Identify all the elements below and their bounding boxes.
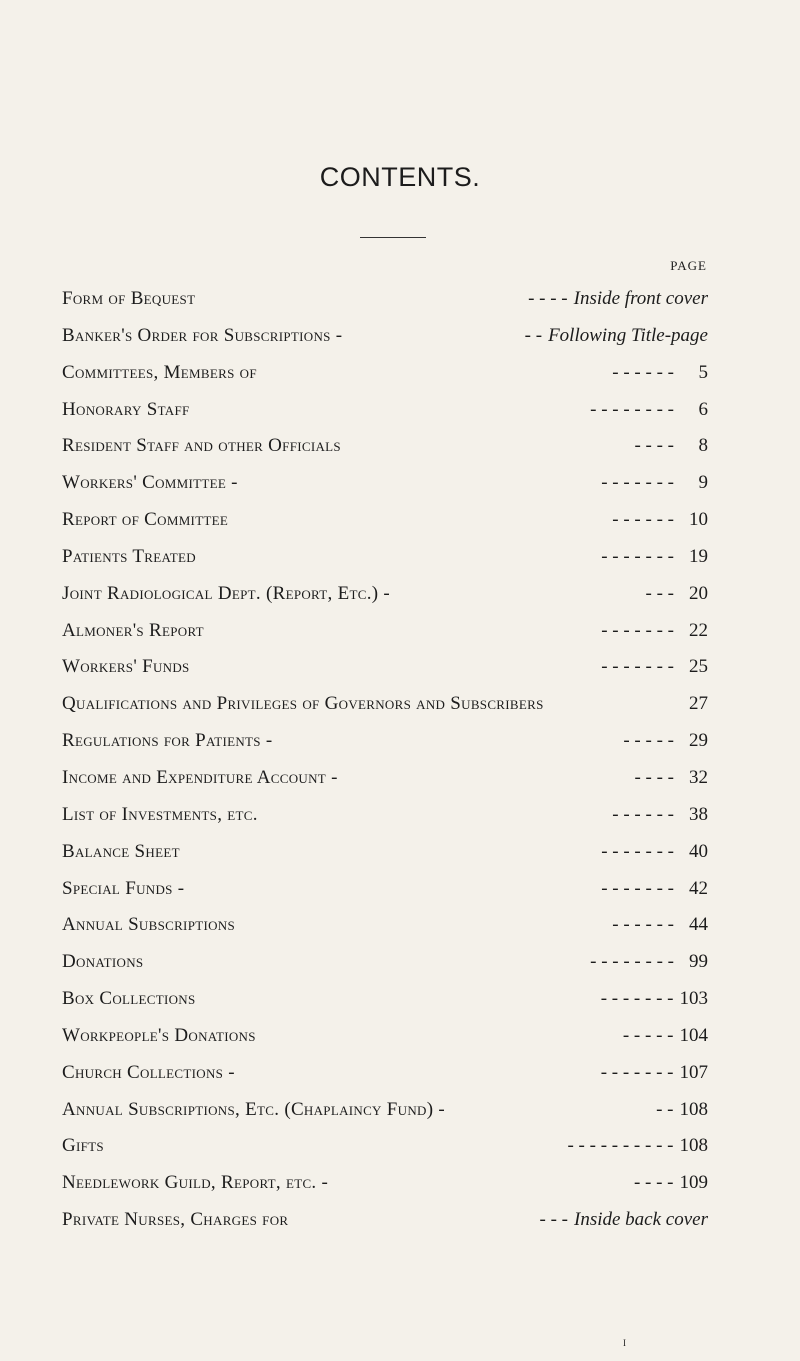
- contents-entry-qualifications[interactable]: Qualifications and Privileges of Governors and Subscribers 27: [62, 693, 708, 715]
- page-title: CONTENTS.: [319, 162, 481, 192]
- contents-entry-income-expenditure[interactable]: Income and Expenditure Account - - - - - 32: [62, 766, 708, 788]
- contents-entry-workers-funds[interactable]: Workers' Funds - - - - - - - 25: [62, 656, 708, 678]
- page-column-heading: PAGE: [670, 258, 707, 273]
- contents-entry-workers-committee[interactable]: Workers' Committee - - - - - - - - 9: [62, 472, 708, 494]
- contents-entry-resident-staff[interactable]: Resident Staff and other Officials - - - - 8: [62, 435, 708, 457]
- contents-entry-church-collections[interactable]: Church Collections - - - - - - - - 107: [62, 1061, 708, 1083]
- contents-entry-report-of-committee[interactable]: Report of Committee - - - - - - 10: [62, 509, 708, 531]
- contents-entry-form-of-bequest[interactable]: Form of Bequest - - - - Inside front cover: [62, 288, 708, 309]
- contents-entry-radiological-dept[interactable]: Joint Radiological Dept. (Report, Etc.) - - - - 20: [62, 582, 708, 604]
- contents-entry-workpeoples-donations[interactable]: Workpeople's Donations - - - - - 104: [62, 1024, 708, 1046]
- page-folio: i: [623, 1334, 626, 1349]
- contents-entry-balance-sheet[interactable]: Balance Sheet - - - - - - - 40: [62, 840, 708, 862]
- contents-entry-chaplaincy-fund[interactable]: Annual Subscriptions, Etc. (Chaplaincy Fund) - - - 108: [62, 1098, 708, 1120]
- contents-entry-box-collections[interactable]: Box Collections - - - - - - - 103: [62, 988, 708, 1010]
- contents-entry-almoners-report[interactable]: Almoner's Report - - - - - - - 22: [62, 619, 708, 641]
- contents-entry-investments[interactable]: List of Investments, etc. - - - - - - 38: [62, 803, 708, 825]
- contents-entry-special-funds[interactable]: Special Funds - - - - - - - - 42: [62, 877, 708, 899]
- contents-entry-private-nurses[interactable]: Private Nurses, Charges for - - - Inside back cover: [62, 1209, 708, 1231]
- contents-entry-needlework-guild[interactable]: Needlework Guild, Report, etc. - - - - - 109: [62, 1172, 708, 1194]
- contents-entry-patients-treated[interactable]: Patients Treated - - - - - - - 19: [62, 545, 708, 567]
- contents-entry-bankers-order[interactable]: Banker's Order for Subscriptions - - - Following Title-page: [62, 324, 708, 346]
- contents-list: [62, 281, 708, 1239]
- contents-entry-gifts[interactable]: Gifts - - - - - - - - - - 108: [62, 1135, 708, 1157]
- contents-entry-regulations[interactable]: Regulations for Patients - - - - - - 29: [62, 730, 708, 752]
- contents-entry-donations[interactable]: Donations - - - - - - - - 99: [62, 951, 708, 973]
- contents-entry-committees[interactable]: Committees, Members of - - - - - - 5: [62, 361, 708, 383]
- contents-entry-honorary-staff[interactable]: Honorary Staff - - - - - - - - 6: [62, 398, 708, 420]
- contents-entry-annual-subscriptions[interactable]: Annual Subscriptions - - - - - - 44: [62, 914, 708, 936]
- title-divider: [360, 237, 426, 238]
